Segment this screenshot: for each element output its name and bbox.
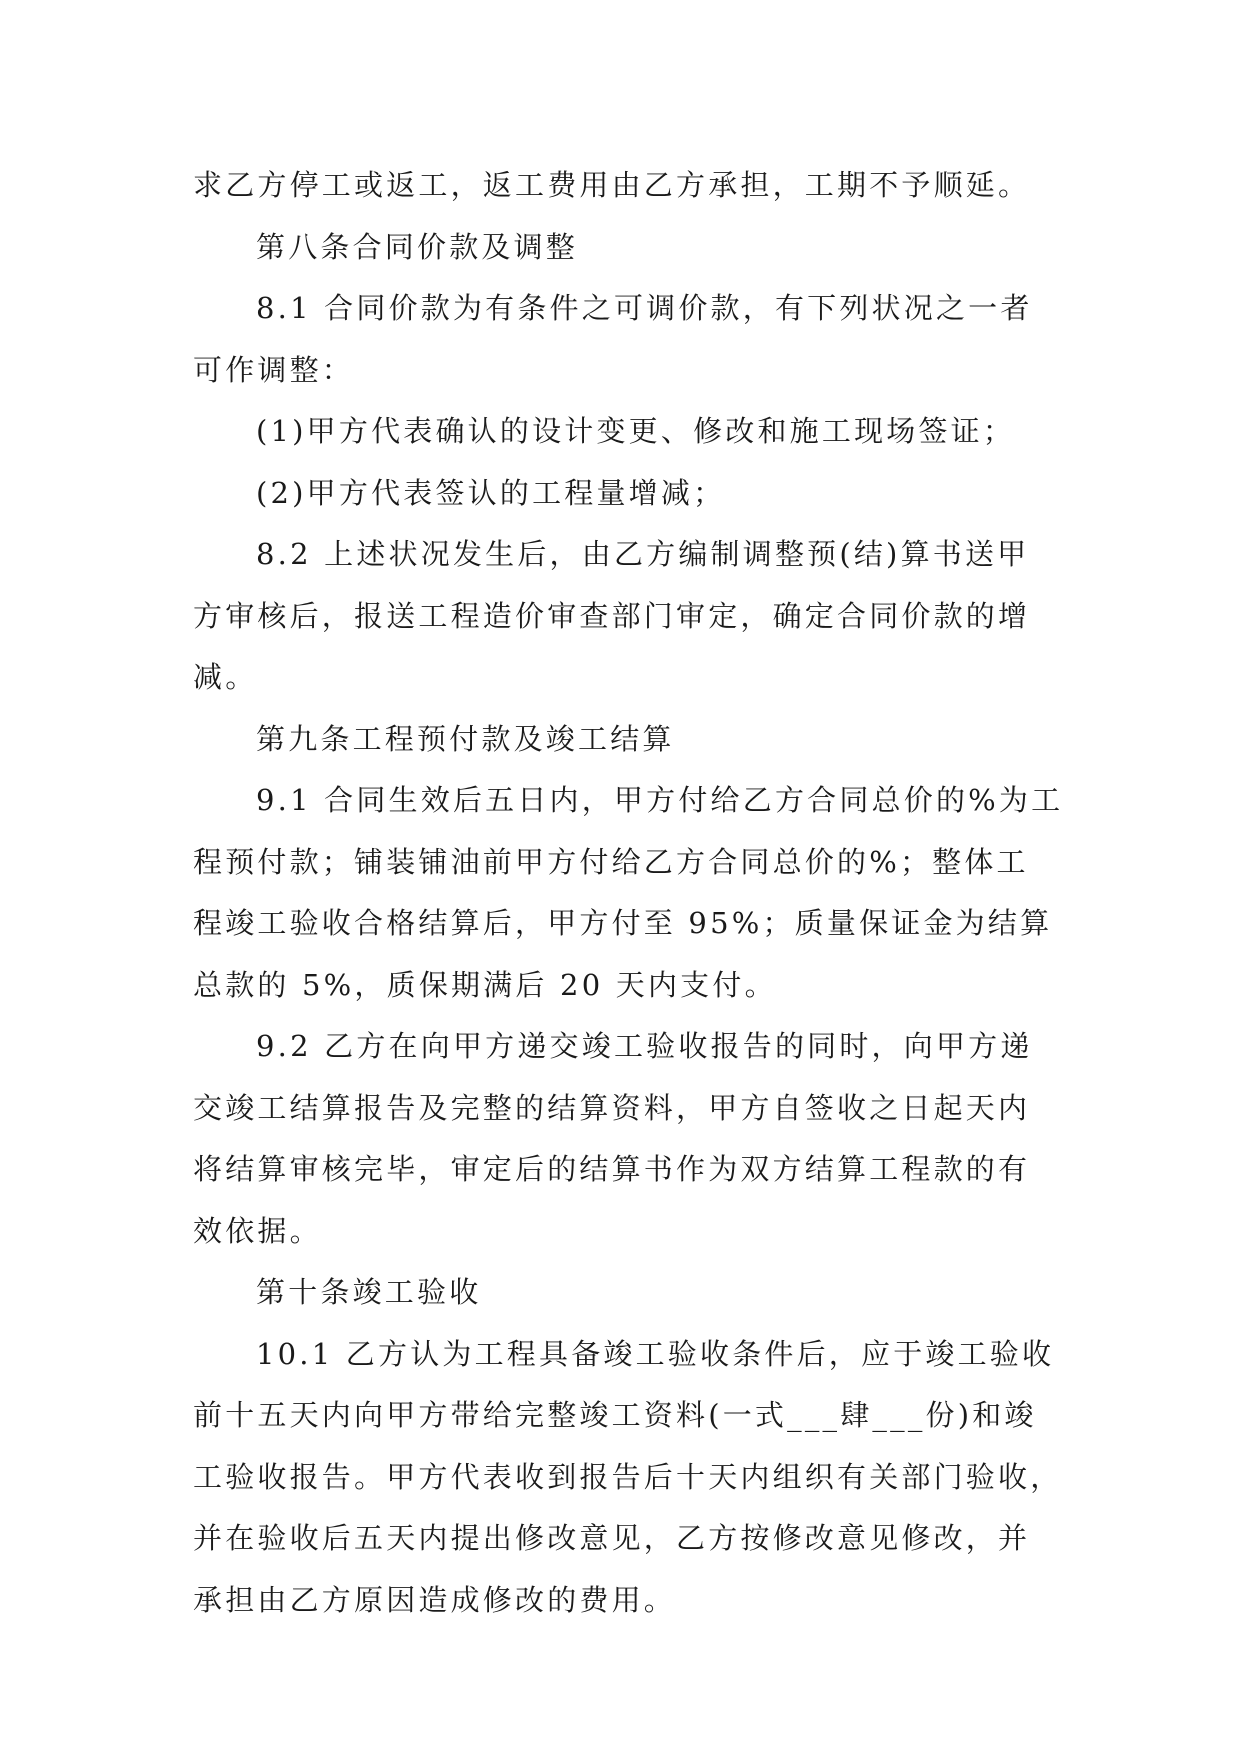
text-line: 程竣工验收合格结算后，甲方付至 95%；质量保证金为结算 [193, 906, 1053, 940]
text-line: 工验收报告。甲方代表收到报告后十天内组织有关部门验收， [193, 1459, 1063, 1494]
text-line: 方审核后，报送工程造价审查部门审定，确定合同价款的增 [193, 598, 1031, 633]
text-line: 可作调整： [193, 352, 355, 387]
text-line: 前十五天内向甲方带给完整竣工资料(一式___肆___份)和竣 [193, 1398, 1037, 1432]
text-line: 总款的 5%，质保期满后 20 天内支付。 [193, 967, 777, 1002]
text-line: 程预付款；铺装铺油前甲方付给乙方合同总价的%；整体工 [193, 844, 1029, 879]
text-line: 9.2 乙方在向甲方递交竣工验收报告的同时，向甲方递 [256, 1029, 1033, 1063]
text-line: 交竣工结算报告及完整的结算资料，甲方自签收之日起天内 [193, 1090, 1031, 1125]
text-line: 将结算审核完毕，审定后的结算书作为双方结算工程款的有 [193, 1152, 1031, 1186]
text-line: 8.2 上述状况发生后，由乙方编制调整预(结)算书送甲 [256, 537, 1030, 571]
document-body [193, 155, 1064, 1631]
text-line: 效依据。 [193, 1213, 322, 1248]
text-line: 减。 [193, 660, 258, 694]
text-line: 8.1 合同价款为有条件之可调价款，有下列状况之一者 [256, 291, 1033, 325]
text-line: 10.1 乙方认为工程具备竣工验收条件后，应于竣工验收 [256, 1336, 1055, 1371]
section-heading: 第十条竣工验收 [256, 1275, 482, 1309]
text-line: 求乙方停工或返工，返工费用由乙方承担，工期不予顺延。 [193, 168, 1031, 202]
text-line: 9.1 合同生效后五日内，甲方付给乙方合同总价的%为工 [256, 783, 1064, 817]
text-line: 并在验收后五天内提出修改意见，乙方按修改意见修改，并 [193, 1521, 1031, 1555]
section-heading: 第八条合同价款及调整 [256, 229, 579, 264]
text-line: 承担由乙方原因造成修改的费用。 [193, 1582, 677, 1617]
section-heading: 第九条工程预付款及竣工结算 [256, 721, 675, 756]
list-item: (2)甲方代表签认的工程量增减； [256, 475, 726, 510]
list-item: (1)甲方代表确认的设计变更、修改和施工现场签证； [256, 414, 1016, 448]
